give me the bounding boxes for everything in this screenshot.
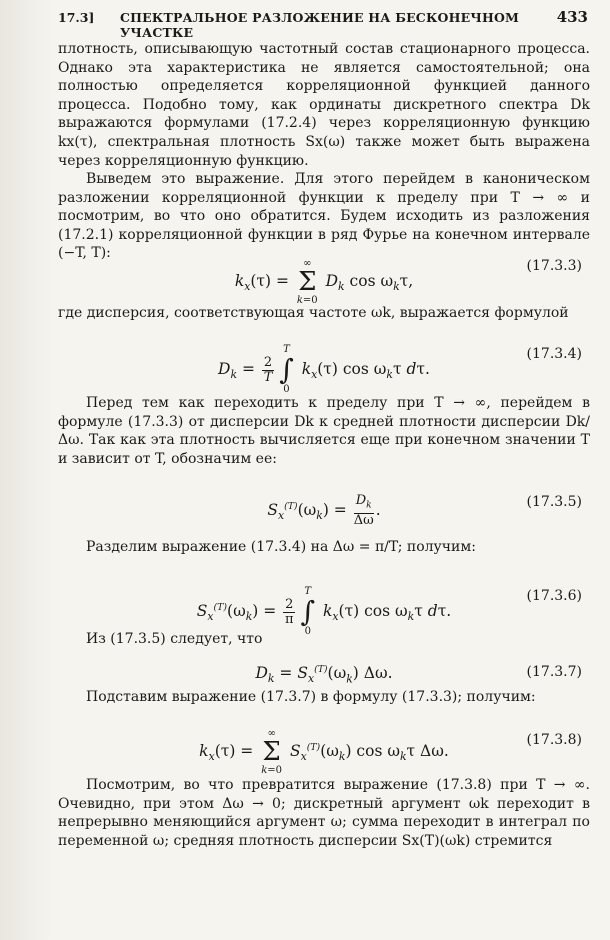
equation-17-3-5: $S_x^{(T)}(\omega_k)$ = $\frac{D_k}{\Delta\omega}$ . (17.3.5) <box>267 493 582 528</box>
equation-17-3-7: $D_k = S_x^{(T)}(\omega_k)$ Δω. (17.3.7) <box>255 664 582 686</box>
section-number: 17.3] <box>58 10 95 25</box>
book-page <box>58 0 590 940</box>
equation-number: (17.3.8) <box>526 732 582 748</box>
paragraph-2: Выведем это выражение. Для этого перейдем в каноническом разложении корреляционной функции к пределу при T → ∞ и посмотрим, во что оно обратится. Будем исходить из разложения (17.2.1) корреляционной функции в ряд Фурье на конечном интервале (−T, T): <box>58 171 590 262</box>
running-header <box>58 8 590 40</box>
equation-17-3-3: $k_x(\tau)$ = ∞ Σ k=0 $D_k$ $\cos \omega_k\tau$, (17.3.3) <box>234 258 582 306</box>
paragraph-8: Посмотрим, во что превратится выражение (17.3.8) при T → ∞. Очевидно, при этом Δω → 0; дискретный аргумент ωk переходит в непрерывно меняющийся аргумент ω; сумма переходит в интеграл по переменной ω; средняя плотность дисперсии Sx(T)(ωk) стремится <box>58 777 590 849</box>
paragraph-7: Подставим выражение (17.3.7) в формулу (17.3.3); получим: <box>86 689 536 705</box>
equation-17-3-6: $S_x^{(T)}(\omega_k)$ = $\frac{2}{\pi}$ T ∫ 0 $k_x(\tau)$ $\cos \omega_k\tau$ dτ. (17.3.6) <box>196 586 582 637</box>
paragraph-5: Разделим выражение (17.3.4) на Δω = π/T; получим: <box>86 539 476 555</box>
equation-number: (17.3.6) <box>526 588 582 604</box>
book-spine-shadow <box>0 0 52 940</box>
equation-number: (17.3.7) <box>526 664 582 680</box>
paragraph-4: Перед тем как переходить к пределу при T → ∞, перейдем в формуле (17.3.3) от дисперсии Dk к средней плотности дисперсии Dk/Δω. Так как эта плотность вычисляется еще при конечном значении T и зависит от T, обозначим ее: <box>58 395 590 467</box>
paragraph-3: где дисперсия, соответствующая частоте ωk, выражается формулой <box>58 305 569 321</box>
paragraph-1: плотность, описывающую частотный состав стационарного процесса. Однако эта характеристика не является самостоятельной; она полностью определяется корреляционной функцией данного процесса. Подобно тому, как ординаты дискретного спектра Dk выражаются формулами (17.2.4) через корреляционную функцию kx(τ), спектральная плотность Sx(ω) также может быть выражена через корреляционную функцию. <box>58 41 590 169</box>
equation-17-3-8: $k_x(\tau)$ = ∞ Σ k=0 $S_x^{(T)}(\omega_k)$ $\cos \omega_k\tau$ Δω. (17.3.8) <box>199 728 582 776</box>
chapter-title: СПЕКТРАЛЬНОЕ РАЗЛОЖЕНИЕ НА БЕСКОНЕЧНОМ УЧАСТКЕ <box>120 10 520 40</box>
equation-17-3-4: $D_k$ = $\frac{2}{T}$ T ∫ 0 $k_x(\tau)$ $\cos \omega_k\tau$ dτ. (17.3.4) <box>218 344 582 395</box>
equation-number: (17.3.5) <box>526 494 582 510</box>
equation-number: (17.3.4) <box>526 346 582 362</box>
equation-number: (17.3.3) <box>526 258 582 274</box>
page-number: 433 <box>556 8 588 26</box>
paragraph-6: Из (17.3.5) следует, что <box>86 631 263 647</box>
